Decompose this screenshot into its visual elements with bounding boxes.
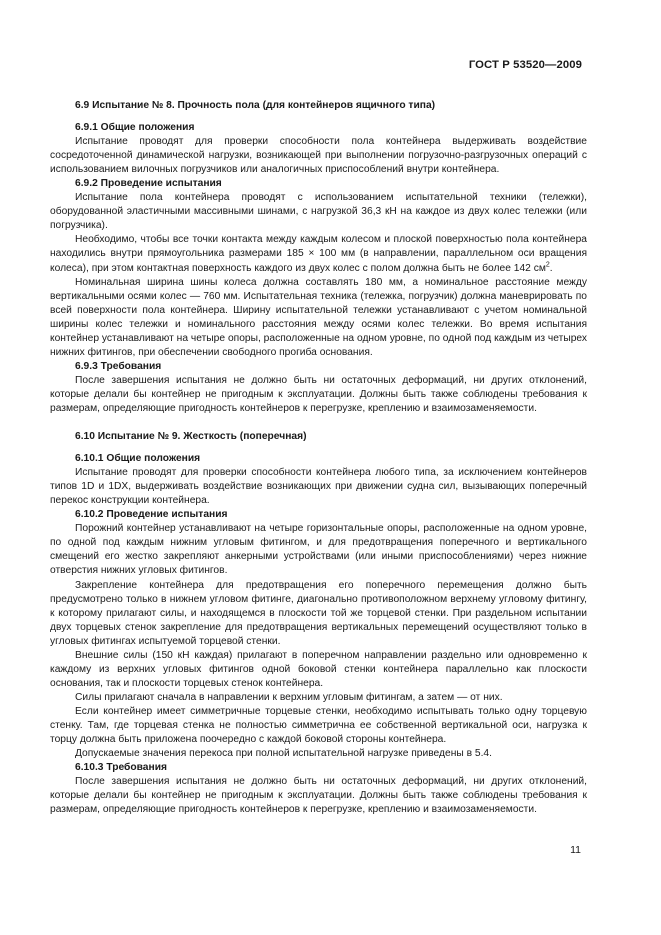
paragraph: Порожний контейнер устанавливают на четыре горизонтальные опоры, расположенные на одном уровне, по одной под каждым нижним угловым фитингом, и для предотвращения поперечного и вертикального смещений его жестко закрепляют анкерными устройствами (или иными приспособлениями) через нижние отверстия нижних угловых фитингов.	[50, 523, 587, 577]
document-body	[50, 91, 587, 817]
paragraph: Допускаемые значения перекоса при полной испытательной нагрузке приведены в 5.4.	[75, 748, 492, 760]
section-6-10-3-heading: 6.10.3 Требования	[75, 762, 167, 774]
paragraph: Если контейнер имеет симметричные торцевые стенки, необходимо испытывать только одну торцевую стенку. Там, где торцевая стенка не полностью симметрична ее собственной вертикальной оси, нагрузка к торцу должна быть приложена поочередно с каждой боковой стороны контейнера.	[50, 705, 587, 746]
paragraph-with-superscript	[50, 233, 587, 275]
section-6-10-heading: 6.10 Испытание № 9. Жесткость (поперечная)	[75, 431, 307, 443]
page-number: 11	[570, 844, 581, 856]
section-6-10-1-heading: 6.10.1 Общие положения	[75, 453, 201, 465]
paragraph: Испытание проводят для проверки способности контейнера любого типа, за исключением контейнеров типов 1D и 1DX, выдерживать воздействие возникающих при движении судна сил, вызывающих поперечный перекос конструкции контейнера.	[50, 467, 587, 507]
paragraph-text: Необходимо, чтобы все точки контакта между каждым колесом и плоской поверхностью пола контейнера находились внутри прямоугольника размерами 185 × 100 мм (в направлении, параллельном оси вращения колеса), при этом контактная поверхность каждого из двух колес с полом должна быть не более 142 см	[50, 234, 587, 274]
section-6-9-1-heading: 6.9.1 Общие положения	[75, 122, 195, 134]
paragraph-tail: .	[549, 262, 553, 274]
paragraph: Испытание проводят для проверки способности пола контейнера выдерживать воздействие сосредоточенной динамической нагрузки, возникающей при выполнении погрузочно-разгрузочных операций с использованием вилочных погрузчиков или аналогичных приспособлений внутри контейнера.	[50, 136, 587, 176]
paragraph: Испытание пола контейнера проводят с использованием испытательной техники (тележки), оборудованной эластичными массивными шинами, с нагрузкой 36,3 кН на каждое из двух колес тележки (или погрузчика).	[50, 192, 587, 232]
paragraph: Номинальная ширина шины колеса должна составлять 180 мм, а номинальное расстояние между вертикальными осями колес — 760 мм. Испытательная техника (тележка, погрузчик) должна маневрировать по всей поверхности пола контейнера. Ширину испытательной тележки устанавливают с учетом номинальной ширины колес тележки и номинального расстояния между осями колес тележки. Во время испытания контейнер устанавливают на четыре опоры, расположенные на одном уровне, по одной под каждым из четырех нижних фитингов, при обеспечении свободного прогиба основания.	[50, 276, 587, 358]
section-6-9-2-heading: 6.9.2 Проведение испытания	[75, 178, 222, 190]
section-6-9-3-heading: 6.9.3 Требования	[75, 360, 162, 372]
section-6-9-heading: 6.9 Испытание № 8. Прочность пола (для контейнеров ящичного типа)	[75, 100, 436, 111]
paragraph: После завершения испытания не должно быть ни остаточных деформаций, ни других отклонений, которые делали бы контейнер не пригодным к эксплуатации. Должны быть также соблюдены требования к размерам, определяющие пригодность контейнеров к перегрузке, креплению и взаимозаменяемости.	[50, 374, 587, 414]
standard-header: ГОСТ Р 53520—2009	[468, 59, 582, 71]
paragraph: Закрепление контейнера для предотвращения его поперечного перемещения должно быть предусмотрено только в нижнем угловом фитинге, диагонально противоположном верхнему угловому фитингу, к которому прилагают силы, и находящемся в плоскости той же торцевой стенки. При раздельном испытании двух торцевых стенок закрепление для предотвращения вертикальных перемещений осуществляют только в угловых фитингах испытуемой торцевой стенки.	[50, 579, 587, 647]
section-6-10-2-heading: 6.10.2 Проведение испытания	[75, 509, 228, 521]
paragraph: Внешние силы (150 кН каждая) прилагают в поперечном направлении раздельно или одновременно к каждому из верхних угловых фитингов одной боковой стенки контейнера параллельно как плоскости основания, так и плоскости торцевых стенок контейнера.	[50, 649, 587, 689]
paragraph: Силы прилагают сначала в направлении к верхним угловым фитингам, а затем — от них.	[75, 691, 503, 703]
paragraph: После завершения испытания не должно быть ни остаточных деформаций, ни других отклонений, которые делали бы контейнер не пригодным к эксплуатации. Должны быть также соблюдены требования к размерам, определяющие пригодность контейнеров к перегрузке, креплению и взаимозаменяемости.	[50, 776, 587, 816]
superscript: 2	[545, 261, 550, 269]
